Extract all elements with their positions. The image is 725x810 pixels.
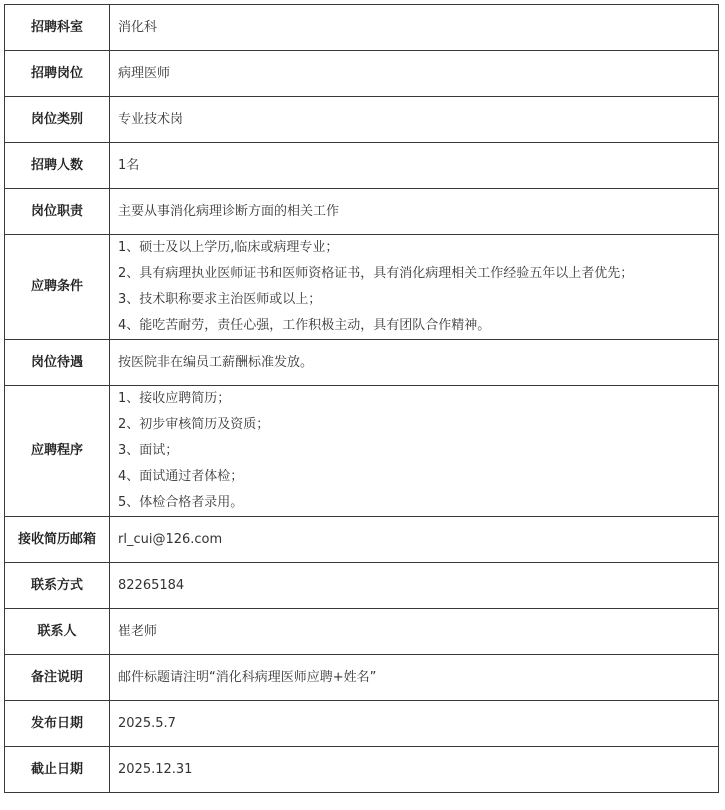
requirement-item: 1、硕士及以上学历,临床或病理专业； xyxy=(118,240,339,255)
department-label: 招聘科室 xyxy=(5,5,110,51)
row-position xyxy=(5,51,719,97)
email-value: rl_cui@126.com xyxy=(110,517,719,563)
requirement-item: 4、能吃苦耐劳，责任心强，工作积极主动，具有团队合作精神。 xyxy=(118,318,491,333)
row-compensation xyxy=(5,340,719,386)
procedure-step: 2、初步审核简历及资质； xyxy=(118,417,270,432)
row-category xyxy=(5,97,719,143)
department-value: 消化科 xyxy=(110,5,719,51)
deadline-label: 截止日期 xyxy=(5,747,110,793)
row-email xyxy=(5,517,719,563)
requirements-value xyxy=(110,235,719,340)
compensation-value: 按医院非在编员工薪酬标准发放。 xyxy=(110,340,719,386)
headcount-label: 招聘人数 xyxy=(5,143,110,189)
phone-label: 联系方式 xyxy=(5,563,110,609)
procedure-step: 5、体检合格者录用。 xyxy=(118,495,244,510)
row-duties xyxy=(5,189,719,235)
row-procedure xyxy=(5,386,719,517)
row-department xyxy=(5,5,719,51)
duties-label: 岗位职责 xyxy=(5,189,110,235)
position-value: 病理医师 xyxy=(110,51,719,97)
row-phone xyxy=(5,563,719,609)
requirement-item: 2、具有病理执业医师证书和医师资格证书，具有消化病理相关工作经验五年以上者优先； xyxy=(118,266,634,281)
procedure-step: 3、面试； xyxy=(118,443,179,458)
row-publish-date xyxy=(5,701,719,747)
phone-value: 82265184 xyxy=(110,563,719,609)
row-contact xyxy=(5,609,719,655)
procedure-step: 1、接收应聘简历； xyxy=(118,391,231,406)
row-headcount xyxy=(5,143,719,189)
email-label: 接收简历邮箱 xyxy=(5,517,110,563)
row-deadline xyxy=(5,747,719,793)
category-label: 岗位类别 xyxy=(5,97,110,143)
procedure-step: 4、面试通过者体检； xyxy=(118,469,244,484)
notes-label: 备注说明 xyxy=(5,655,110,701)
row-requirements xyxy=(5,235,719,340)
publish-date-value: 2025.5.7 xyxy=(110,701,719,747)
procedure-label: 应聘程序 xyxy=(5,386,110,517)
requirements-label: 应聘条件 xyxy=(5,235,110,340)
contact-label: 联系人 xyxy=(5,609,110,655)
category-value: 专业技术岗 xyxy=(110,97,719,143)
compensation-label: 岗位待遇 xyxy=(5,340,110,386)
duties-value: 主要从事消化病理诊断方面的相关工作 xyxy=(110,189,719,235)
requirement-item: 3、技术职称要求主治医师或以上； xyxy=(118,292,322,307)
publish-date-label: 发布日期 xyxy=(5,701,110,747)
position-label: 招聘岗位 xyxy=(5,51,110,97)
row-notes xyxy=(5,655,719,701)
deadline-value: 2025.12.31 xyxy=(110,747,719,793)
headcount-value: 1名 xyxy=(110,143,719,189)
notes-value: 邮件标题请注明“消化科病理医师应聘+姓名” xyxy=(110,655,719,701)
contact-value: 崔老师 xyxy=(110,609,719,655)
procedure-value xyxy=(110,386,719,517)
recruitment-table xyxy=(4,4,719,793)
